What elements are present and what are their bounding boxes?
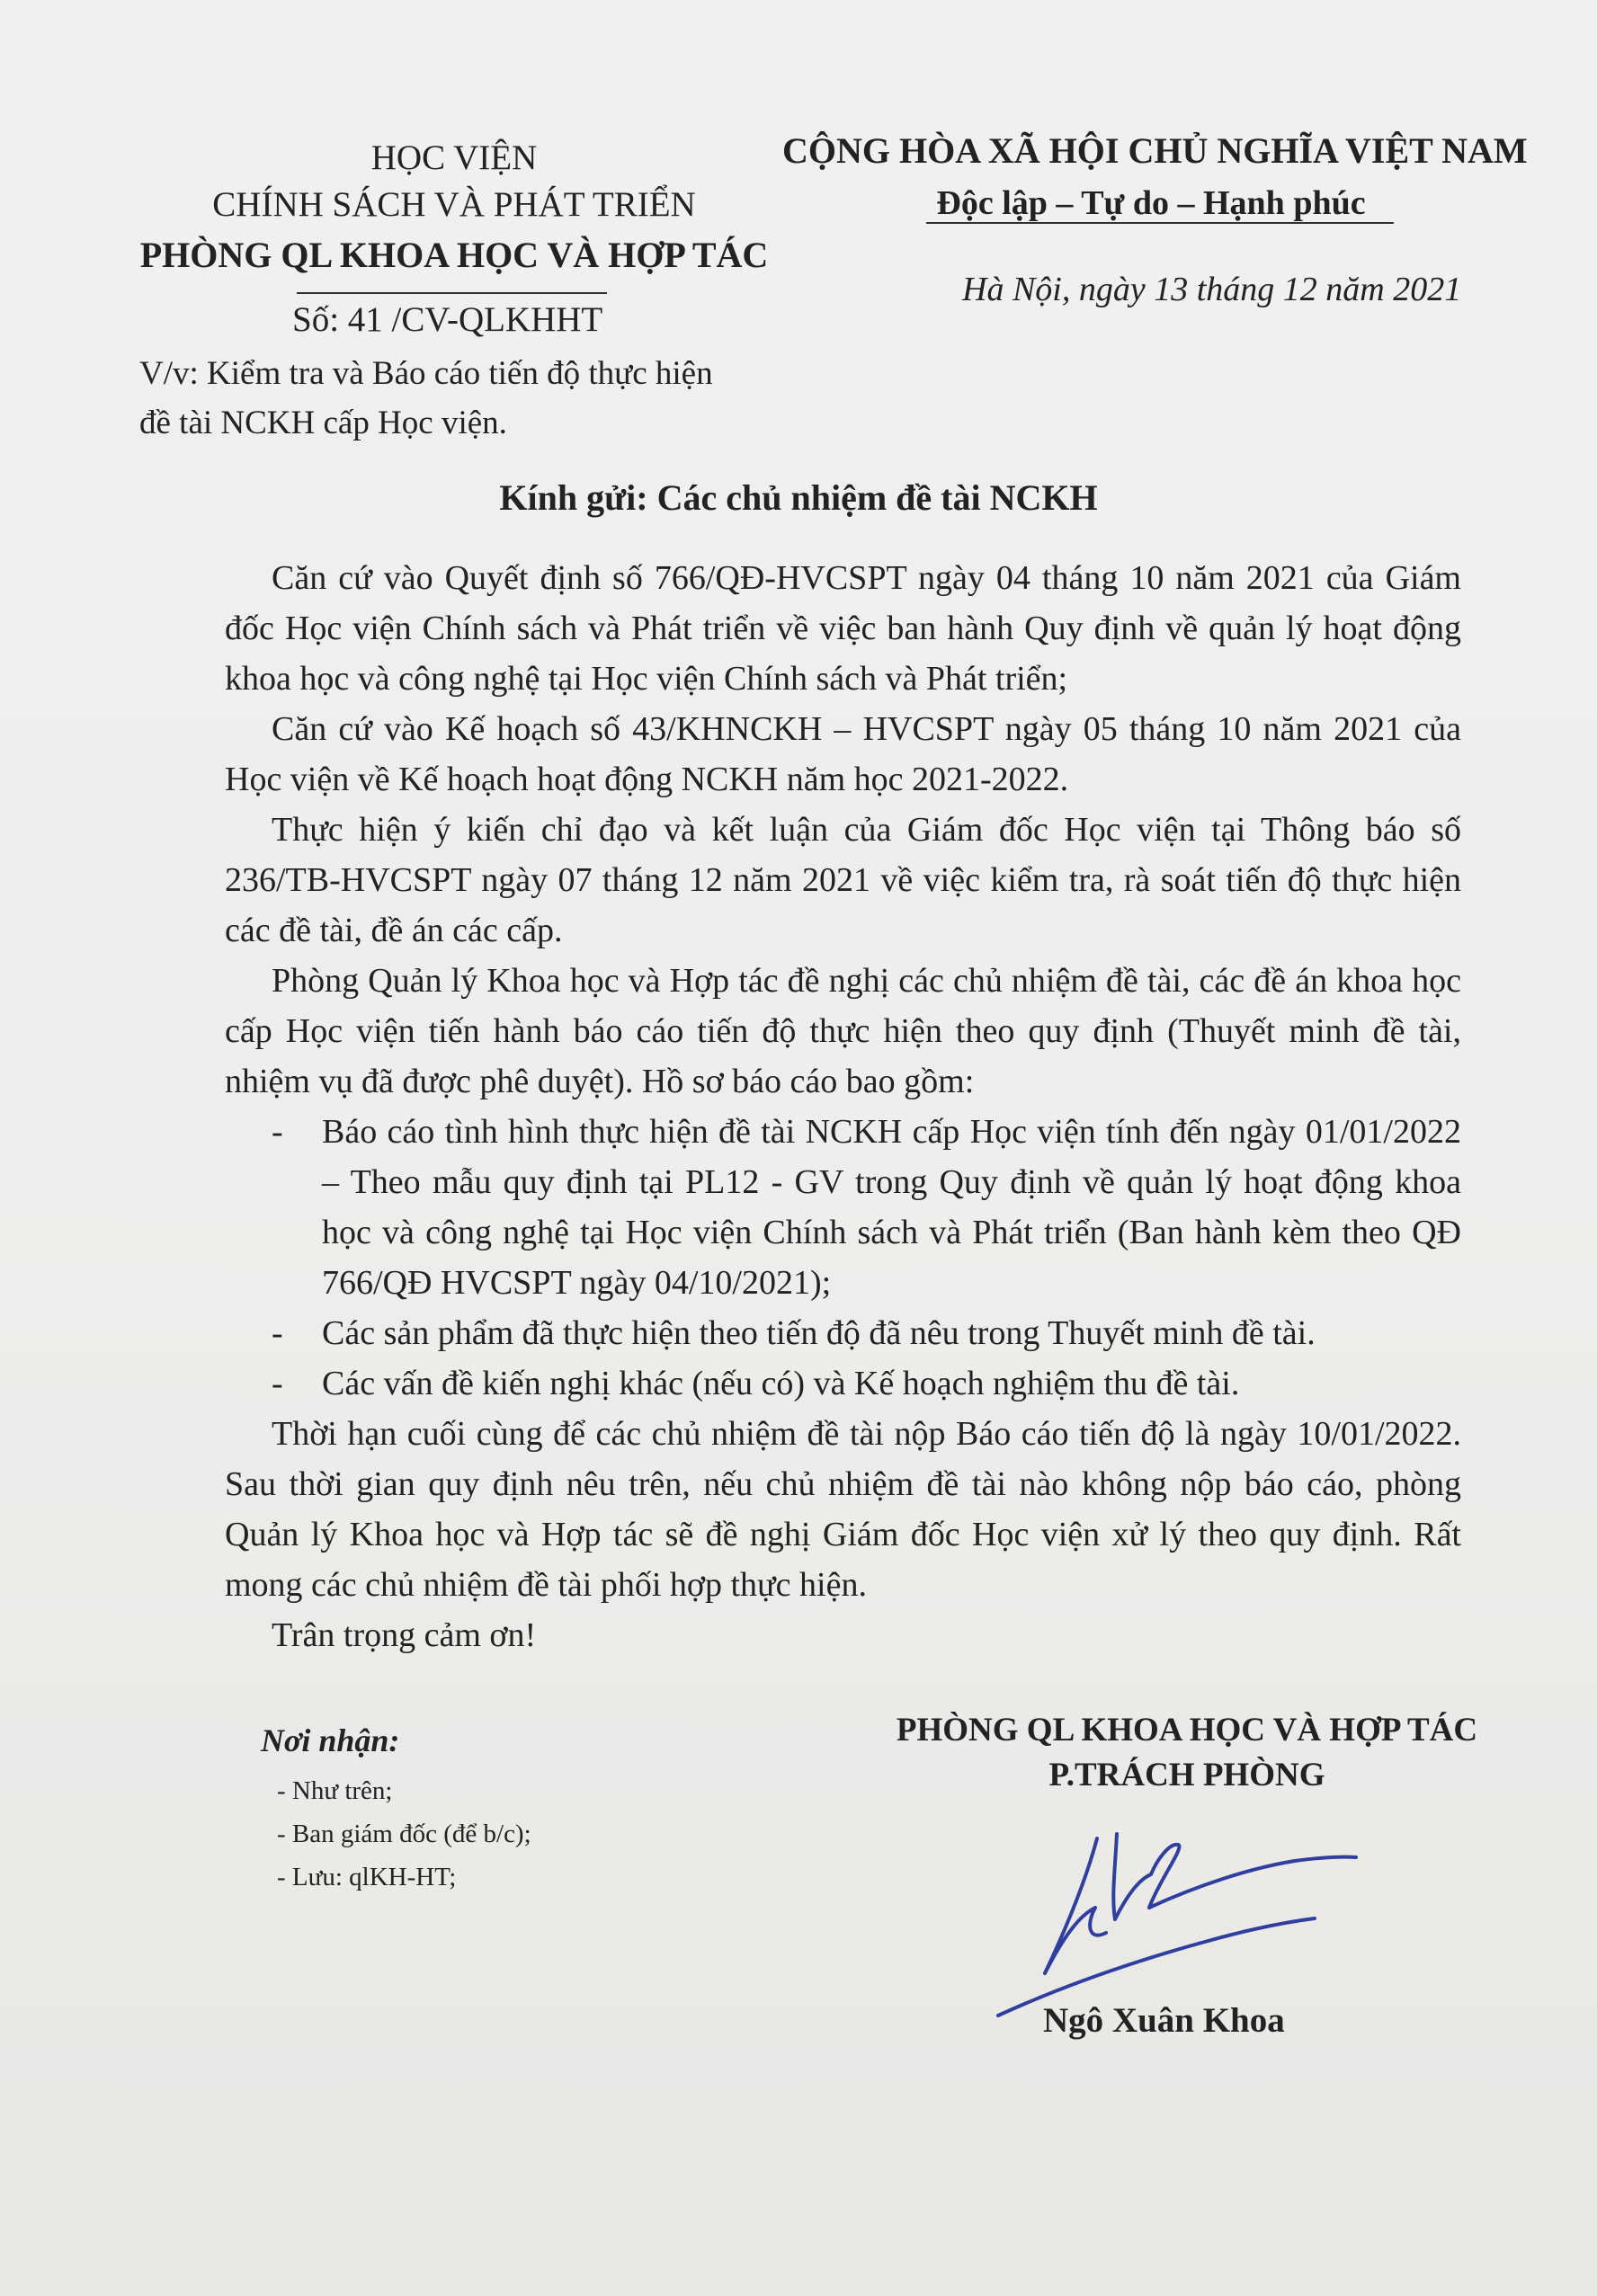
paragraph: Căn cứ vào Quyết định số 766/QĐ-HVCSPT ngày 04 tháng 10 năm 2021 của Giám đốc Học viện Chính sách và Phát triển về việc ban hành Quy định về quản lý hoạt động khoa học và công nghệ tại Học viện Chính sách và Phát triển; [225, 559, 1461, 698]
handwritten-signature-icon [980, 1807, 1412, 2023]
list-item [225, 1107, 1461, 1308]
addressee: Kính gửi: Các chủ nhiệm đề tài NCKH [499, 477, 1098, 518]
issuer-header [85, 135, 823, 282]
signer-name: Ngô Xuân Khoa [1043, 2001, 1285, 2040]
document-number: Số: 41 /CV-QLKHHT [292, 300, 603, 339]
recipient-item: - Ban giám đốc (để b/c); [277, 1820, 531, 1848]
list-item-text: Các vấn đề kiến nghị khác (nếu có) và Kế hoạch nghiệm thu đề tài. [322, 1365, 1240, 1402]
list-item-text: Các sản phẩm đã thực hiện theo tiến độ đã nêu trong Thuyết minh đề tài. [322, 1314, 1316, 1352]
paragraph: Căn cứ vào Kế hoạch số 43/KHNCKH – HVCSPT ngày 05 tháng 10 năm 2021 của Học viện về Kế hoạch hoạt động NCKH năm học 2021-2022. [225, 710, 1461, 798]
subject-line [139, 349, 769, 448]
requirements-list [225, 1107, 1461, 1409]
document-body [225, 553, 1461, 1660]
signature-block [827, 1708, 1547, 1798]
list-item [225, 1358, 1461, 1409]
document-date: Hà Nội, ngày 13 tháng 12 năm 2021 [962, 271, 1462, 308]
recipients-list [277, 1769, 531, 1899]
recipient-item: - Như trên; [277, 1776, 393, 1805]
issuer-underline [297, 292, 607, 294]
issuer-department: PHÒNG QL KHOA HỌC VÀ HỢP TÁC [139, 235, 769, 275]
signer-title: P.TRÁCH PHÒNG [1048, 1757, 1325, 1793]
closing-line: Trân trọng cảm ơn! [272, 1616, 537, 1654]
bullet-dash: - [272, 1314, 283, 1352]
paragraph: Phòng Quản lý Khoa học và Hợp tác đề nghị các chủ nhiệm đề tài, các đề án khoa học cấp Học viện tiến hành báo cáo tiến độ thực hiện theo quy định (Thuyết minh đề tài, nhiệm vụ đã được phê duyệt). Hồ sơ báo cáo bao gồm: [225, 962, 1461, 1100]
list-item-text: Báo cáo tình hình thực hiện đề tài NCKH cấp Học viện tính đến ngày 01/01/2022 – Theo mẫu quy định tại PL12 - GV trong Quy định về quản lý hoạt động khoa học và công nghệ tại Học viện Chính sách và Phát triển (Ban hành kèm theo QĐ 766/QĐ HVCSPT ngày 04/10/2021); [322, 1113, 1461, 1302]
bullet-dash: - [272, 1365, 283, 1402]
subject-line-1: V/v: Kiểm tra và Báo cáo tiến độ thực hiện [139, 355, 713, 392]
issuer-line-2: CHÍNH SÁCH VÀ PHÁT TRIỂN [212, 185, 696, 224]
subject-line-2: đề tài NCKH cấp Học viện. [139, 405, 507, 441]
deadline-paragraph: Thời hạn cuối cùng để các chủ nhiệm đề tài nộp Báo cáo tiến độ là ngày 10/01/2022. Sau thời gian quy định nêu trên, nếu chủ nhiệm đề tài nào không nộp báo cáo, phòng Quản lý Khoa học và Hợp tác sẽ đề nghị Giám đốc Học viện xử lý theo quy định. Rất mong các chủ nhiệm đề tài phối hợp thực hiện. [225, 1415, 1461, 1604]
issuer-line-1: HỌC VIỆN [370, 138, 538, 177]
list-item [225, 1308, 1461, 1358]
signer-organization: PHÒNG QL KHOA HỌC VÀ HỢP TÁC [896, 1712, 1478, 1749]
national-header [782, 124, 1528, 228]
paragraph: Thực hiện ý kiến chỉ đạo và kết luận của Giám đốc Học viện tại Thông báo số 236/TB-HVCSPT ngày 07 tháng 12 năm 2021 về việc kiểm tra, rà soát tiến độ thực hiện các đề tài, đề án các cấp. [225, 811, 1461, 949]
bullet-dash: - [272, 1113, 283, 1151]
national-name: CỘNG HÒA XÃ HỘI CHỦ NGHĨA VIỆT NAM [782, 130, 1528, 171]
motto-underline [926, 222, 1394, 224]
recipients-title: Nơi nhận: [261, 1722, 400, 1758]
signature-strokes [998, 1834, 1356, 2016]
recipient-item: - Lưu: qlKH-HT; [277, 1863, 457, 1891]
national-motto: Độc lập – Tự do – Hạnh phúc [936, 184, 1366, 222]
